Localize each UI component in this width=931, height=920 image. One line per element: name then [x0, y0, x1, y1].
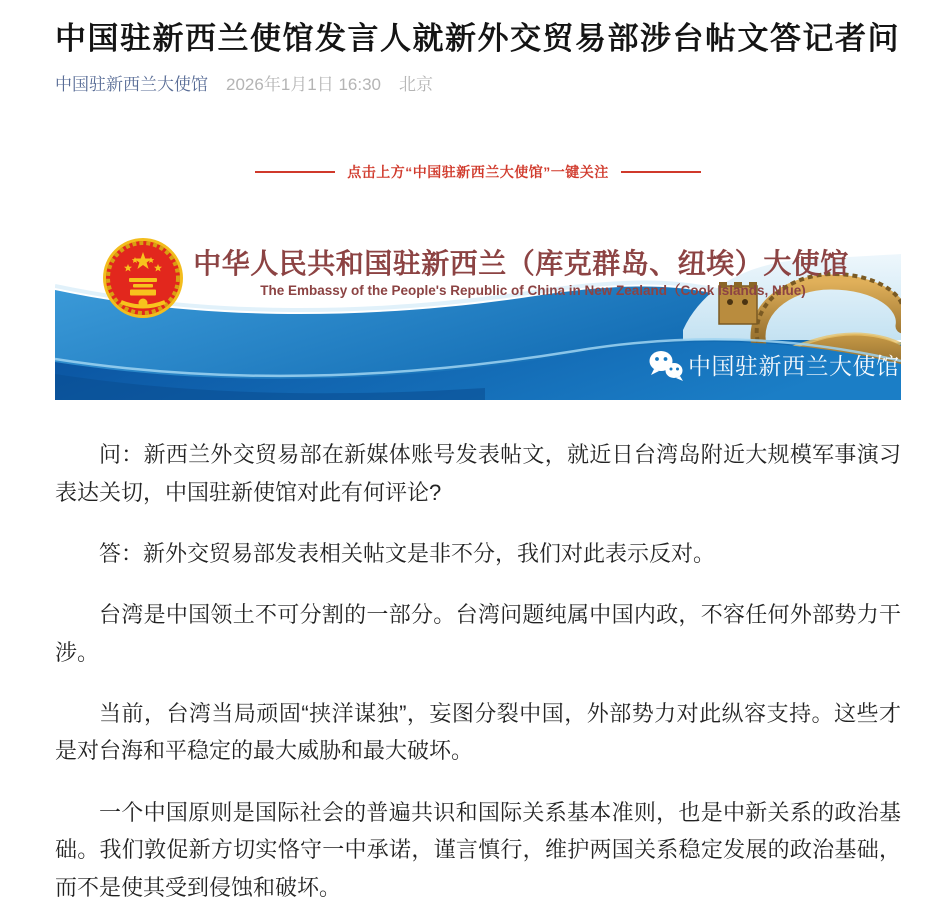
- byline: [55, 75, 901, 95]
- banner-graphic: [55, 212, 901, 400]
- cta-rule-left: [255, 171, 335, 173]
- publish-date: 2026年1月1日 16:30: [226, 74, 381, 94]
- banner-title-zh: 中华人民共和国驻新西兰（库克群岛、纽埃）大使馆: [193, 248, 849, 280]
- paragraph-question: 问：新西兰外交贸易部在新媒体账号发表帖文，就近日台湾岛附近大规模军事演习表达关切，中国驻新使馆对此有何评论?: [55, 442, 901, 505]
- watermark-text: 中国驻新西兰大使馆: [688, 353, 900, 380]
- article-body: [55, 436, 901, 906]
- follow-cta: [55, 162, 901, 182]
- embassy-banner-image[interactable]: [55, 212, 901, 400]
- banner-title-en: The Embassy of the People's Republic of China in New Zealand（Cook Islands, Niue): [260, 283, 806, 299]
- paragraph: 当前，台湾当局顽固“挟洋谋独”，妄图分裂中国，外部势力对此纵容支持。这些才是对台海和平稳定的最大威胁和最大破坏。: [55, 701, 901, 764]
- paragraph: 台湾是中国领土不可分割的一部分。台湾问题纯属中国内政，不容任何外部势力干涉。: [55, 602, 901, 665]
- publish-location: 北京: [399, 74, 433, 94]
- china-national-emblem-icon: [103, 238, 183, 318]
- paragraph: 一个中国原则是国际社会的普遍共识和国际关系基本准则，也是中新关系的政治基础。我们敦促新方切实恪守一中承诺，谨言慎行，维护两国关系稳定发展的政治基础，而不是使其受到侵蚀和破坏。: [55, 799, 901, 900]
- account-link[interactable]: 中国驻新西兰大使馆: [55, 74, 208, 94]
- article-title: 中国驻新西兰使馆发言人就新外交贸易部涉台帖文答记者问: [55, 21, 900, 56]
- paragraph-answer: 答：新外交贸易部发表相关帖文是非不分，我们对此表示反对。: [99, 540, 716, 566]
- cta-rule-right: [621, 171, 701, 173]
- cta-text: 点击上方“中国驻新西兰大使馆”一键关注: [347, 164, 609, 181]
